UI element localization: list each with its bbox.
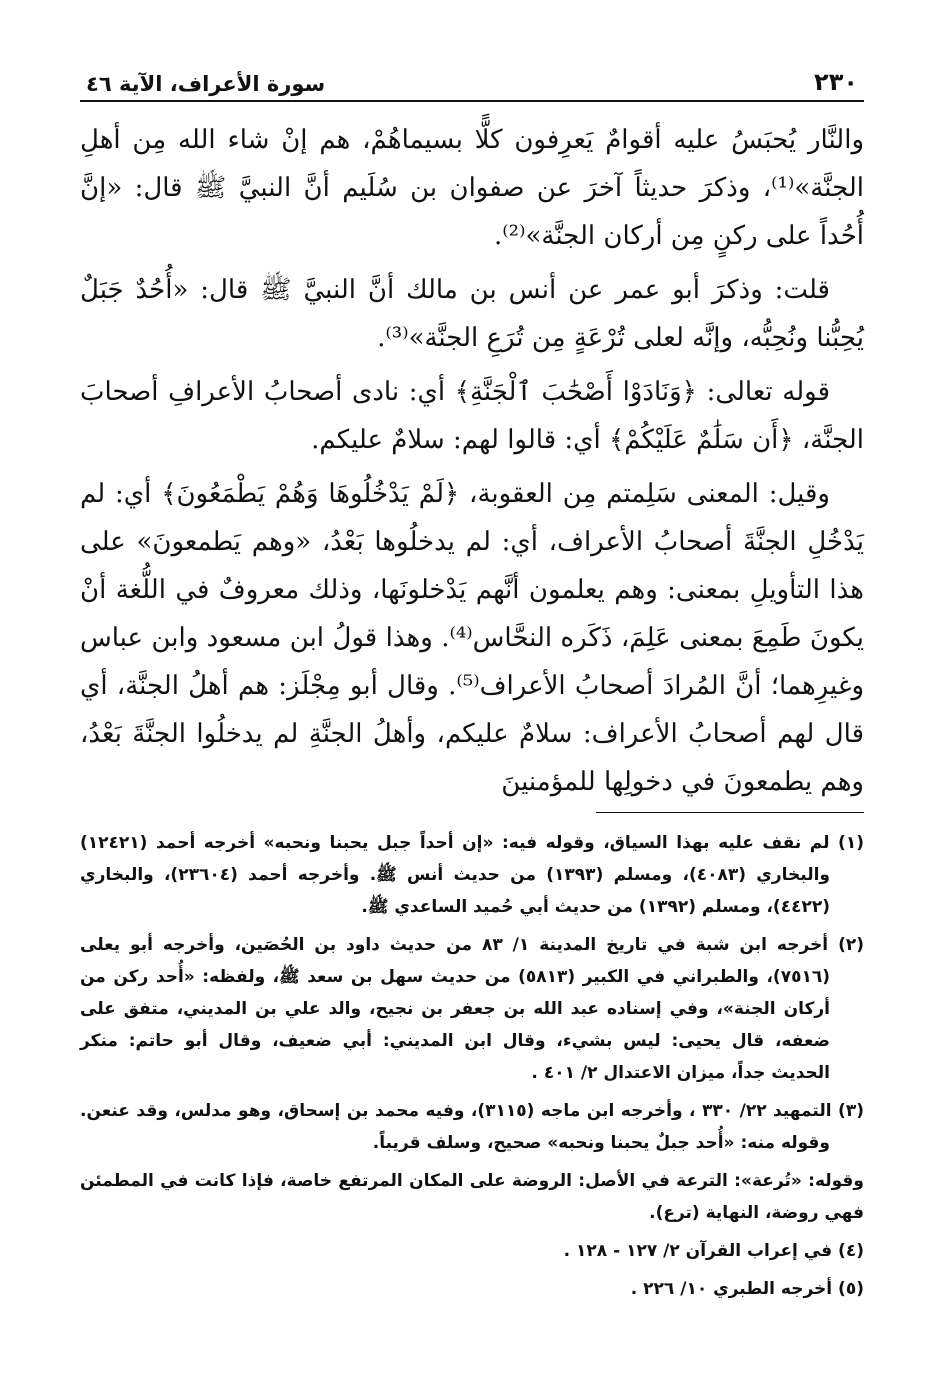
- footnotes: [80, 827, 864, 1305]
- footnote-separator: [596, 812, 864, 813]
- running-title: سورة الأعراف، الآية ٤٦: [86, 72, 326, 96]
- page-number: ٢٣٠: [814, 68, 858, 96]
- page-header: [80, 60, 864, 96]
- header-rule: [80, 100, 864, 102]
- paragraph: وقيل: المعنى سَلِمتم مِن العقوبة، ﴿لَمْ يَدْخُلُوهَا وَهُمْ يَطْمَعُونَ﴾ أي: لم يَدْخُلِ الجنَّةَ أصحابُ الأعراف، أي: لم يدخلُوها بَعْدُ، «وهم يَطمعونَ» على هذا التأويلِ بمعنى: وهم يعلمون أنَّهم يَدْخلونَها، وذلك معروفٌ في اللُّغة أنْ يكونَ طَمِعَ بمعنى عَلِمَ، ذَكَره النحَّاس⁽⁴⁾. وهذا قولُ ابن مسعود وابن عباس وغيرِهما؛ أنَّ المُرادَ أصحابُ الأعراف⁽⁵⁾. وقال أبو مِجْلَز: هم أهلُ الجنَّة، أي قال لهم أصحابُ الأعراف: سلامٌ عليكم، وأهلُ الجنَّةِ لم يدخلُوا الجنَّةَ بَعْدُ، وهم يطمعونَ في دخولِها للمؤمنينَ: [80, 479, 865, 797]
- footnote: (٣) التمهيد ٢٢/ ٣٣٠ ، وأخرجه ابن ماجه (٣١١٥)، وفيه محمد بن إسحاق، وهو مدلس، وقد عنعن. وقوله منه: «أُحد جبلٌ يحبنا ونحبه» صحيح، وسلف قريباً.: [80, 1101, 864, 1153]
- paragraph: قوله تعالى: ﴿وَنَادَوْا أَصْحَٰبَ ٱلْجَنَّةِ﴾ أي: نادى أصحابُ الأعرافِ أصحابَ الجنَّة، ﴿أَن سَلَٰمٌ عَلَيْكُمْ﴾ أي: قالوا لهم: سلامٌ عليكم.: [80, 377, 864, 455]
- paragraph: والنَّار يُحبَسُ عليه أقوامٌ يَعرِفون كلًّا بسيماهُمْ، هم إنْ شاء الله مِن أهلِ الجنَّة»⁽¹⁾، وذكرَ حديثاً آخرَ عن صفوان بن سُلَيم أنَّ النبيَّ ﷺ قال: «إنَّ أُحُداً على ركنٍ مِن أركان الجنَّة»⁽²⁾.: [80, 125, 864, 251]
- footnote: (٥) أخرجه الطبري ١٠/ ٢٢٦ .: [630, 1279, 864, 1299]
- book-page: [80, 60, 864, 1311]
- paragraph: قلت: وذكرَ أبو عمر عن أنس بن مالك أنَّ النبيَّ ﷺ قال: «أُحُدٌ جَبَلٌ يُحِبُّنا ونُحِبُّه، وإنَّه لعلى تُرْعَةٍ مِن تُرَعِ الجنَّة»⁽³⁾.: [80, 275, 864, 353]
- main-text: [80, 116, 864, 806]
- footnote: (٤) في إعراب القرآن ٢/ ١٢٧ - ١٢٨ .: [563, 1241, 864, 1261]
- footnote-continuation: وقوله: «تُرعة»: الترعة في الأصل: الروضة على المكان المرتفع خاصة، فإذا كانت في المطمئن فهي روضة، النهاية (ترع).: [80, 1171, 864, 1223]
- footnote: (٢) أخرجه ابن شبة في تاريخ المدينة ١/ ٨٣ من حديث داود بن الحُصَين، وأخرجه أبو يعلى (٧٥١٦)، والطبراني في الكبير (٥٨١٣) من حديث سهل بن سعد ﷺ، ولفظه: «أُحد ركن من أركان الجنة»، وفي إسناده عبد الله بن جعفر بن نجيح، والد علي بن المديني، متفق على ضعفه، قال يحيى: ليس بشيء، وقال ابن المديني: أبي ضعيف، وقال أبو حاتم: منكر الحديث جداً، ميزان الاعتدال ٢/ ٤٠١ .: [80, 935, 865, 1083]
- footnote: (١) لم نقف عليه بهذا السياق، وقوله فيه: «إن أحداً جبل يحبنا ونحبه» أخرجه أحمد (١٢٤٢١) والبخاري (٤٠٨٣)، ومسلم (١٣٩٣) من حديث أنس ﷺ. وأخرجه أحمد (٢٣٦٠٤)، والبخاري (٤٤٢٢)، ومسلم (١٣٩٢) من حديث أبي حُميد الساعدي ﷺ.: [80, 833, 864, 917]
